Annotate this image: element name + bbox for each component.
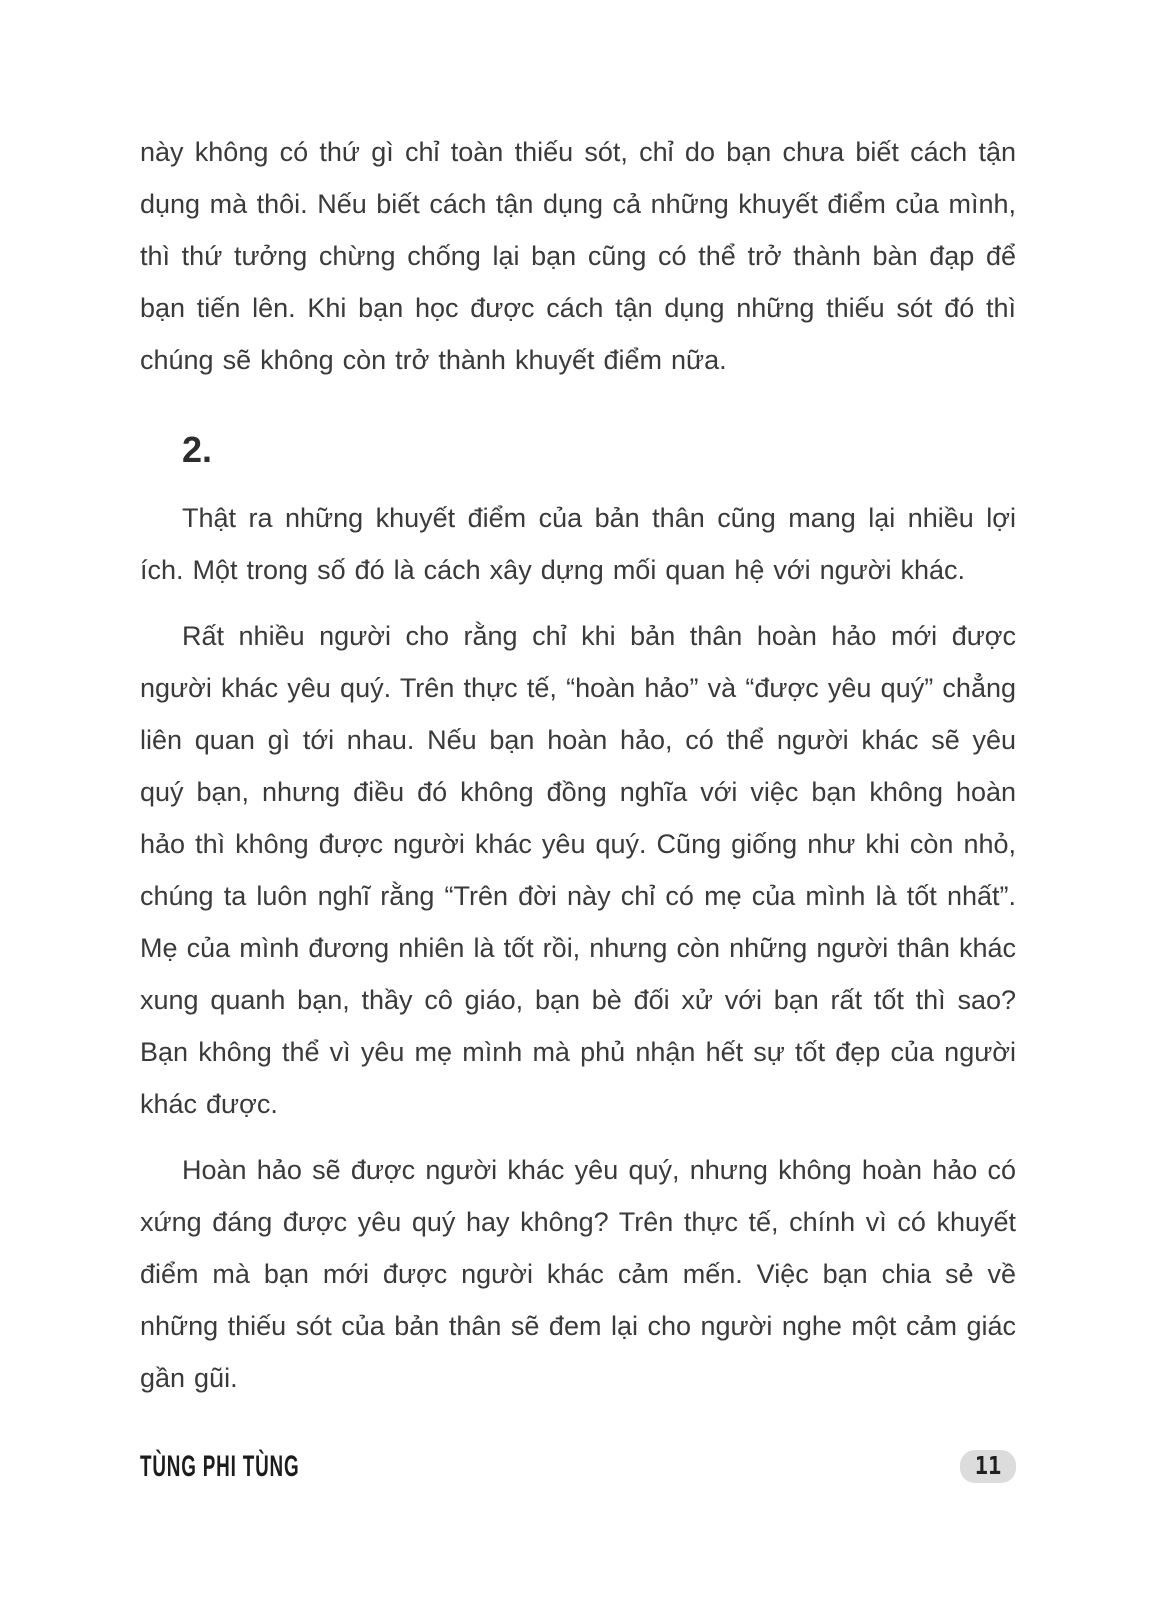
page-number: 11 xyxy=(974,1451,1002,1481)
page-content xyxy=(140,126,1016,1418)
page-number-badge xyxy=(960,1450,1016,1483)
paragraph-benefits: Thật ra những khuyết điểm của bản thân cũng mang lại nhiều lợi ích. Một trong số đó là cách xây dựng mối quan hệ với người khác. xyxy=(140,503,1016,585)
section-heading: 2. xyxy=(182,429,213,470)
page-footer xyxy=(140,1444,1016,1488)
paragraph-flaws-endearing: Hoàn hảo sẽ được người khác yêu quý, nhưng không hoàn hảo có xứng đáng được yêu quý hay không? Trên thực tế, chính vì có khuyết điểm mà bạn mới được người khác cảm mến. Việc bạn chia sẻ về những thiếu sót của bản thân sẽ đem lại cho người nghe một cảm giác gần gũi. xyxy=(140,1155,1016,1393)
paragraph-continuation: này không có thứ gì chỉ toàn thiếu sót, chỉ do bạn chưa biết cách tận dụng mà thôi. Nếu biết cách tận dụng cả những khuyết điểm của mình, thì thứ tưởng chừng chống lại bạn cũng có thể trở thành bàn đạp để bạn tiến lên. Khi bạn học được cách tận dụng những thiếu sót đó thì chúng sẽ không còn trở thành khuyết điểm nữa. xyxy=(140,137,1016,375)
paragraph-perfection: Rất nhiều người cho rằng chỉ khi bản thân hoàn hảo mới được người khác yêu quý. Trên thực tế, “hoàn hảo” và “được yêu quý” chẳng liên quan gì tới nhau. Nếu bạn hoàn hảo, có thể người khác sẽ yêu quý bạn, nhưng điều đó không đồng nghĩa với việc bạn không hoàn hảo thì không được người khác yêu quý. Cũng giống như khi còn nhỏ, chúng ta luôn nghĩ rằng “Trên đời này chỉ có mẹ của mình là tốt nhất”. Mẹ của mình đương nhiên là tốt rồi, nhưng còn những người thân khác xung quanh bạn, thầy cô giáo, bạn bè đối xử với bạn rất tốt thì sao? Bạn không thể vì yêu mẹ mình mà phủ nhận hết sự tốt đẹp của người khác được. xyxy=(140,621,1016,1119)
author-name: TÙNG PHI TÙNG xyxy=(140,1448,300,1483)
